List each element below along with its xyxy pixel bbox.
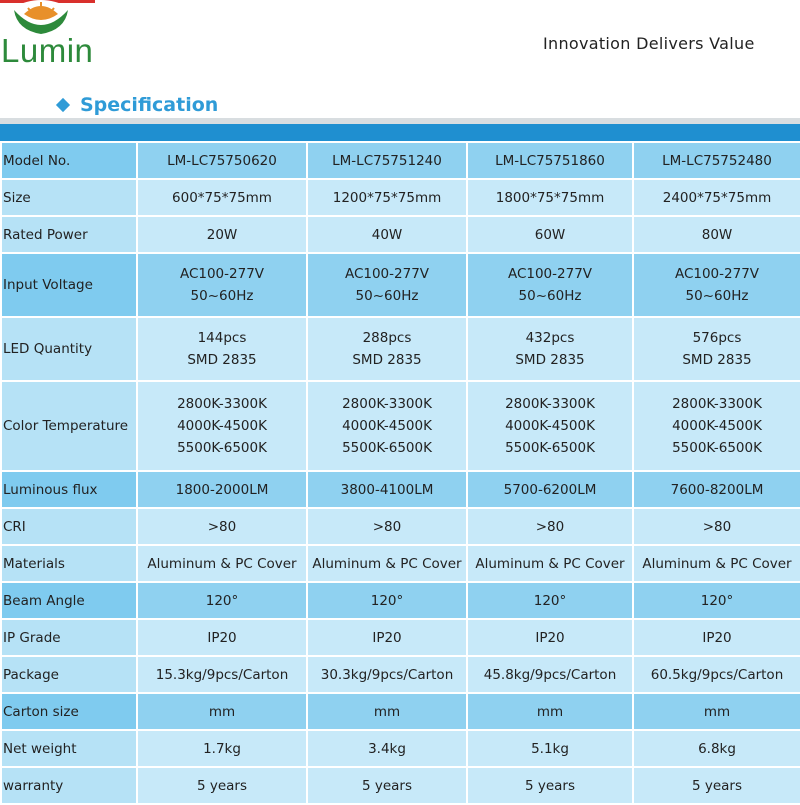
- spec-cell-line: 1200*75*75mm: [332, 189, 442, 206]
- spec-cell-line: SMD 2835: [352, 352, 422, 368]
- spec-cell-line: SMD 2835: [515, 352, 585, 368]
- table-row: [1, 253, 800, 317]
- spec-cell-line: 120°: [205, 592, 239, 609]
- spec-cell: [467, 142, 633, 179]
- spec-cell: [467, 508, 633, 545]
- spec-cell-line: 4000K-4500K: [505, 418, 595, 434]
- spec-cell-line: 3.4kg: [368, 740, 406, 757]
- row-label: Net weight: [1, 730, 137, 767]
- spec-cell-line: 4000K-4500K: [342, 418, 432, 434]
- spec-cell: [467, 317, 633, 381]
- spec-cell-line: LM-LC75752480: [662, 152, 772, 169]
- spec-cell: [633, 253, 800, 317]
- spec-cell-line: 432pcs: [525, 330, 575, 346]
- spec-cell-line: 144pcs: [197, 330, 247, 346]
- spec-cell-line: 50~60Hz: [355, 288, 419, 304]
- spec-cell-line: AC100-277V: [674, 266, 760, 282]
- spec-cell: [633, 582, 800, 619]
- spec-cell-line: 2800K-3300K: [505, 396, 595, 412]
- spec-cell: [307, 619, 467, 656]
- row-label: Package: [1, 656, 137, 693]
- spec-cell: [307, 693, 467, 730]
- row-label: Rated Power: [1, 216, 137, 253]
- spec-cell: [307, 730, 467, 767]
- spec-cell: [137, 545, 307, 582]
- spec-cell-line: 120°: [700, 592, 734, 609]
- spec-cell: [137, 656, 307, 693]
- spec-cell-line: Aluminum & PC Cover: [312, 555, 462, 572]
- row-label: Carton size: [1, 693, 137, 730]
- row-label: warranty: [1, 767, 137, 804]
- spec-cell: [137, 730, 307, 767]
- spec-cell-line: AC100-277V: [507, 266, 593, 282]
- spec-cell: [307, 381, 467, 471]
- table-row: [1, 545, 800, 582]
- spec-cell: [137, 142, 307, 179]
- spec-cell: [633, 693, 800, 730]
- spec-cell-line: LM-LC75751860: [495, 152, 605, 169]
- row-label: IP Grade: [1, 619, 137, 656]
- section-heading: [58, 94, 218, 116]
- tagline: Innovation Delivers Value: [543, 34, 755, 53]
- spec-cell-line: LM-LC75750620: [167, 152, 277, 169]
- table-row: [1, 179, 800, 216]
- spec-cell: [307, 508, 467, 545]
- spec-cell-line: 5500K-6500K: [342, 440, 432, 456]
- spec-cell: [137, 317, 307, 381]
- spec-cell: [467, 179, 633, 216]
- row-label: Input Voltage: [1, 253, 137, 317]
- spec-cell: [137, 582, 307, 619]
- spec-cell-line: LM-LC75751240: [332, 152, 442, 169]
- brand-logo: [0, 0, 110, 80]
- spec-cell-line: 1800*75*75mm: [495, 189, 605, 206]
- row-label: Beam Angle: [1, 582, 137, 619]
- spec-cell-line: 5 years: [196, 777, 248, 794]
- spec-cell: [467, 381, 633, 471]
- spec-cell-line: 5 years: [361, 777, 413, 794]
- spec-cell-line: 288pcs: [362, 330, 412, 346]
- table-row: [1, 142, 800, 179]
- spec-cell: [467, 730, 633, 767]
- table-row: [1, 216, 800, 253]
- row-label: CRI: [1, 508, 137, 545]
- spec-cell-line: 50~60Hz: [190, 288, 254, 304]
- spec-cell: [467, 693, 633, 730]
- spec-cell: [307, 216, 467, 253]
- spec-cell-line: 3800-4100LM: [340, 481, 434, 498]
- spec-cell: [467, 253, 633, 317]
- spec-cell-line: mm: [373, 703, 401, 720]
- spec-cell-line: >80: [702, 518, 732, 535]
- spec-cell: [633, 730, 800, 767]
- spec-cell-line: 1800-2000LM: [175, 481, 269, 498]
- table-row: [1, 767, 800, 804]
- spec-cell-line: 120°: [533, 592, 567, 609]
- spec-cell: [633, 619, 800, 656]
- spec-cell-line: Aluminum & PC Cover: [147, 555, 297, 572]
- spec-cell: [307, 471, 467, 508]
- spec-cell-line: 40W: [371, 226, 403, 243]
- spec-cell: [307, 767, 467, 804]
- spec-cell-line: 5 years: [524, 777, 576, 794]
- spec-cell: [467, 545, 633, 582]
- spec-cell: [307, 317, 467, 381]
- table-row: [1, 693, 800, 730]
- spec-cell: [467, 471, 633, 508]
- spec-cell: [307, 656, 467, 693]
- spec-cell-line: SMD 2835: [187, 352, 257, 368]
- spec-cell-line: 4000K-4500K: [672, 418, 762, 434]
- spec-cell: [137, 767, 307, 804]
- spec-cell-line: 7600-8200LM: [670, 481, 764, 498]
- table-row: [1, 317, 800, 381]
- spec-cell-line: 120°: [370, 592, 404, 609]
- spec-cell: [137, 619, 307, 656]
- spec-cell-line: 600*75*75mm: [172, 189, 272, 206]
- spec-cell: [137, 179, 307, 216]
- spec-cell: [307, 253, 467, 317]
- row-label: Size: [1, 179, 137, 216]
- spec-cell: [307, 582, 467, 619]
- logo-text: Lumin: [1, 32, 94, 69]
- spec-cell-line: Aluminum & PC Cover: [475, 555, 625, 572]
- row-label: LED Quantity: [1, 317, 137, 381]
- spec-cell-line: 50~60Hz: [685, 288, 749, 304]
- spec-cell-line: >80: [207, 518, 237, 535]
- spec-cell-line: 4000K-4500K: [177, 418, 267, 434]
- spec-cell: [137, 253, 307, 317]
- spec-cell-line: 2400*75*75mm: [662, 189, 772, 206]
- spec-cell-line: >80: [372, 518, 402, 535]
- spec-cell-line: 20W: [206, 226, 238, 243]
- spec-cell: [467, 619, 633, 656]
- spec-cell-line: mm: [208, 703, 236, 720]
- table-row: [1, 381, 800, 471]
- divider-blue: [0, 124, 800, 141]
- spec-cell: [633, 216, 800, 253]
- row-label: Model No.: [1, 142, 137, 179]
- diamond-bullet-icon: [56, 98, 70, 112]
- spec-cell-line: IP20: [372, 629, 402, 646]
- spec-cell-line: 5500K-6500K: [672, 440, 762, 456]
- specification-table: [0, 141, 800, 805]
- spec-cell: [633, 767, 800, 804]
- table-row: [1, 656, 800, 693]
- row-label: Luminous flux: [1, 471, 137, 508]
- table-row: [1, 619, 800, 656]
- spec-cell: [307, 545, 467, 582]
- spec-cell-line: 45.8kg/9pcs/Carton: [483, 666, 617, 683]
- spec-cell-line: IP20: [535, 629, 565, 646]
- spec-cell: [633, 471, 800, 508]
- spec-cell-line: mm: [703, 703, 731, 720]
- spec-cell-line: >80: [535, 518, 565, 535]
- spec-cell-line: IP20: [207, 629, 237, 646]
- spec-cell-line: 60.5kg/9pcs/Carton: [650, 666, 784, 683]
- spec-cell: [137, 471, 307, 508]
- spec-cell-line: 576pcs: [692, 330, 742, 346]
- section-title: Specification: [80, 94, 219, 116]
- spec-cell-line: 5500K-6500K: [177, 440, 267, 456]
- spec-cell: [467, 216, 633, 253]
- spec-cell: [633, 142, 800, 179]
- spec-cell: [307, 179, 467, 216]
- spec-cell: [467, 767, 633, 804]
- spec-cell-line: 15.3kg/9pcs/Carton: [155, 666, 289, 683]
- spec-cell: [137, 381, 307, 471]
- spec-cell-line: IP20: [702, 629, 732, 646]
- spec-cell-line: 60W: [534, 226, 566, 243]
- spec-cell-line: AC100-277V: [344, 266, 430, 282]
- spec-cell-line: 80W: [701, 226, 733, 243]
- spec-cell-line: 2800K-3300K: [672, 396, 762, 412]
- spec-cell-line: 2800K-3300K: [177, 396, 267, 412]
- spec-cell: [633, 179, 800, 216]
- spec-cell: [467, 656, 633, 693]
- spec-cell: [467, 582, 633, 619]
- spec-cell-line: SMD 2835: [682, 352, 752, 368]
- row-label: Materials: [1, 545, 137, 582]
- spec-cell: [137, 216, 307, 253]
- spec-cell-line: mm: [536, 703, 564, 720]
- spec-cell: [633, 317, 800, 381]
- spec-cell: [137, 508, 307, 545]
- table-row: [1, 471, 800, 508]
- spec-cell-line: 50~60Hz: [518, 288, 582, 304]
- spec-cell: [633, 508, 800, 545]
- spec-cell: [633, 545, 800, 582]
- spec-cell: [633, 656, 800, 693]
- row-label: Color Temperature: [1, 381, 137, 471]
- spec-cell-line: 5700-6200LM: [503, 481, 597, 498]
- spec-cell: [633, 381, 800, 471]
- spec-cell: [307, 142, 467, 179]
- table-row: [1, 730, 800, 767]
- table-row: [1, 508, 800, 545]
- spec-cell-line: 30.3kg/9pcs/Carton: [320, 666, 454, 683]
- spec-cell-line: 5 years: [691, 777, 743, 794]
- spec-cell-line: 5500K-6500K: [505, 440, 595, 456]
- spec-cell-line: 2800K-3300K: [342, 396, 432, 412]
- spec-cell-line: 5.1kg: [531, 740, 569, 757]
- spec-cell-line: 1.7kg: [203, 740, 241, 757]
- specification-table-body: [1, 142, 800, 804]
- spec-cell-line: 6.8kg: [698, 740, 736, 757]
- spec-cell-line: AC100-277V: [179, 266, 265, 282]
- table-row: [1, 582, 800, 619]
- spec-cell-line: Aluminum & PC Cover: [642, 555, 792, 572]
- spec-cell: [137, 693, 307, 730]
